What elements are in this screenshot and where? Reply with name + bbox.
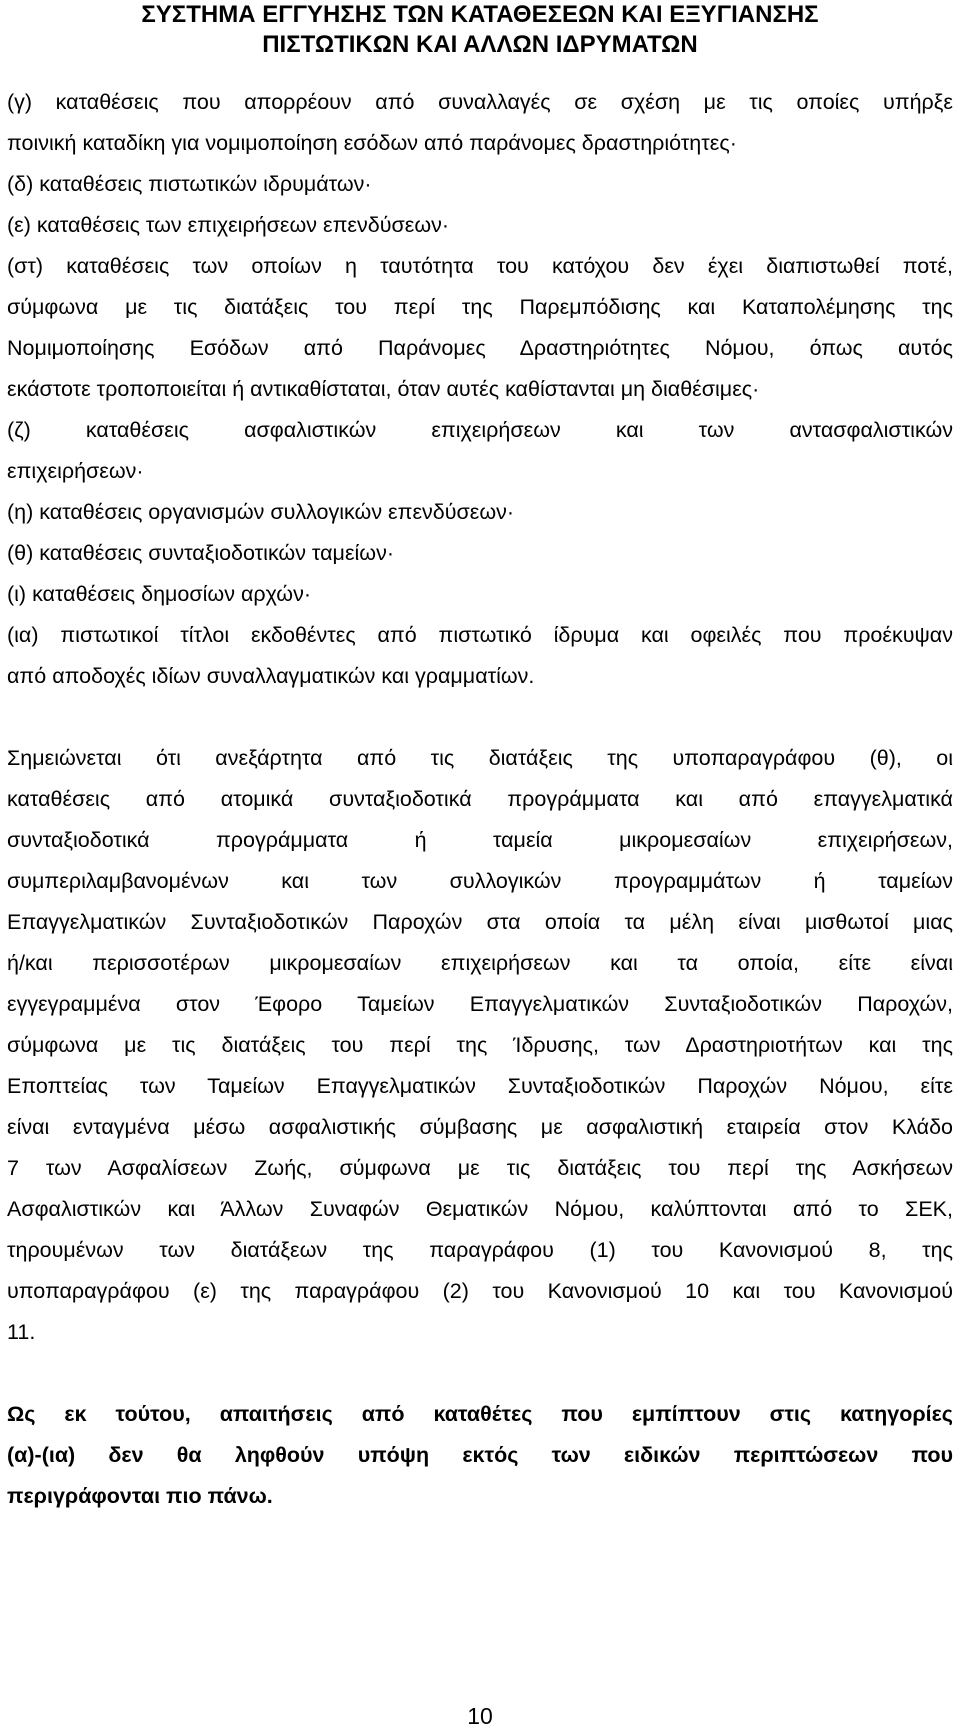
text-line: Ως εκ τούτου, απαιτήσεις από καταθέτες που εμπίπτουν στις κατηγορίες <box>7 1402 953 1426</box>
text-line: (η) καταθέσεις οργανισμών συλλογικών επενδύσεων· <box>7 500 515 524</box>
header-line-1: ΣΥΣΤΗΜΑ ΕΓΓΥΗΣΗΣ ΤΩΝ ΚΑΤΑΘΕΣΕΩΝ ΚΑΙ ΕΞΥΓΙΑΝΣΗΣ <box>141 1 819 28</box>
text-line: καταθέσεις από ατομικά συνταξιοδοτικά προγράμματα και από επαγγελματικά <box>7 787 953 811</box>
note-paragraph <box>7 738 953 1353</box>
text-line: επιχειρήσεων· <box>7 459 144 483</box>
text-line: εκάστοτε τροποποιείται ή αντικαθίσταται, όταν αυτές καθίστανται μη διαθέσιμες· <box>7 377 760 401</box>
paragraph-gap <box>7 697 953 738</box>
document-body <box>7 82 953 1517</box>
text-line: σύμφωνα με τις διατάξεις του περί της Παρεμπόδισης και Καταπολέμησης της <box>7 295 953 319</box>
text-line: Σημειώνεται ότι ανεξάρτητα από τις διατάξεις της υποπαραγράφου (θ), οι <box>7 746 953 770</box>
text-line: (ε) καταθέσεις των επιχειρήσεων επενδύσεων· <box>7 213 450 237</box>
text-line: τηρουμένων των διατάξεων της παραγράφου (1) του Κανονισμού 8, της <box>7 1238 953 1262</box>
text-line: συνταξιοδοτικά προγράμματα ή ταμεία μικρομεσαίων επιχειρήσεων, <box>7 828 953 852</box>
text-line: (ζ) καταθέσεις ασφαλιστικών επιχειρήσεων και των αντασφαλιστικών <box>7 418 953 442</box>
text-line: σύμφωνα με τις διατάξεις του περί της Ίδρυσης, των Δραστηριοτήτων και της <box>7 1033 953 1057</box>
document-header <box>0 0 960 60</box>
text-line: 11. <box>7 1320 36 1344</box>
text-line: ή/και περισσοτέρων μικρομεσαίων επιχειρήσεων και τα οποία, είτε είναι <box>7 951 953 975</box>
page-number: 10 <box>467 1703 493 1729</box>
text-line: (ια) πιστωτικοί τίτλοι εκδοθέντες από πιστωτικό ίδρυμα και οφειλές που προέκυψαν <box>7 623 953 647</box>
text-line: υποπαραγράφου (ε) της παραγράφου (2) του Κανονισμού 10 και του Κανονισμού <box>7 1279 953 1303</box>
text-line: 7 των Ασφαλίσεων Ζωής, σύμφωνα με τις διατάξεις του περί της Ασκήσεων <box>7 1156 953 1180</box>
text-line: εγγεγραμμένα στον Έφορο Ταμείων Επαγγελματικών Συνταξιοδοτικών Παροχών, <box>7 992 953 1016</box>
text-line: ποινική καταδίκη για νομιμοποίηση εσόδων από παράνομες δραστηριότητες· <box>7 131 737 155</box>
text-line: (ι) καταθέσεις δημοσίων αρχών· <box>7 582 312 606</box>
text-line: συμπεριλαμβανομένων και των συλλογικών προγραμμάτων ή ταμείων <box>7 869 953 893</box>
exclusions-list <box>7 82 953 697</box>
text-line: (α)-(ια) δεν θα ληφθούν υπόψη εκτός των ειδικών περιπτώσεων που <box>7 1443 953 1467</box>
text-line: (θ) καταθέσεις συνταξιοδοτικών ταμείων· <box>7 541 394 565</box>
header-line-2: ΠΙΣΤΩΤΙΚΩΝ ΚΑΙ ΑΛΛΩΝ ΙΔΡΥΜΑΤΩΝ <box>262 31 698 58</box>
text-line: (στ) καταθέσεις των οποίων η ταυτότητα του κατόχου δεν έχει διαπιστωθεί ποτέ, <box>7 254 953 278</box>
text-line: από αποδοχές ιδίων συναλλαγματικών και γραμματίων. <box>7 664 535 688</box>
text-line: περιγράφονται πιο πάνω. <box>7 1484 273 1508</box>
text-line: Ασφαλιστικών και Άλλων Συναφών Θεματικών Νόμου, καλύπτονται από το ΣΕΚ, <box>7 1197 953 1221</box>
text-line: Επαγγελματικών Συνταξιοδοτικών Παροχών στα οποία τα μέλη είναι μισθωτοί μιας <box>7 910 953 934</box>
text-line: Νομιμοποίησης Εσόδων από Παράνομες Δραστηριότητες Νόμου, όπως αυτός <box>7 336 953 360</box>
text-line: (γ) καταθέσεις που απορρέουν από συναλλαγές σε σχέση με τις οποίες υπήρξε <box>7 90 953 114</box>
conclusion-paragraph <box>7 1394 953 1517</box>
text-line: (δ) καταθέσεις πιστωτικών ιδρυμάτων· <box>7 172 372 196</box>
text-line: είναι ενταγμένα μέσω ασφαλιστικής σύμβασης με ασφαλιστική εταιρεία στον Κλάδο <box>7 1115 953 1139</box>
text-line: Εποπτείας των Ταμείων Επαγγελματικών Συνταξιοδοτικών Παροχών Νόμου, είτε <box>7 1074 953 1098</box>
paragraph-gap <box>7 1353 953 1394</box>
